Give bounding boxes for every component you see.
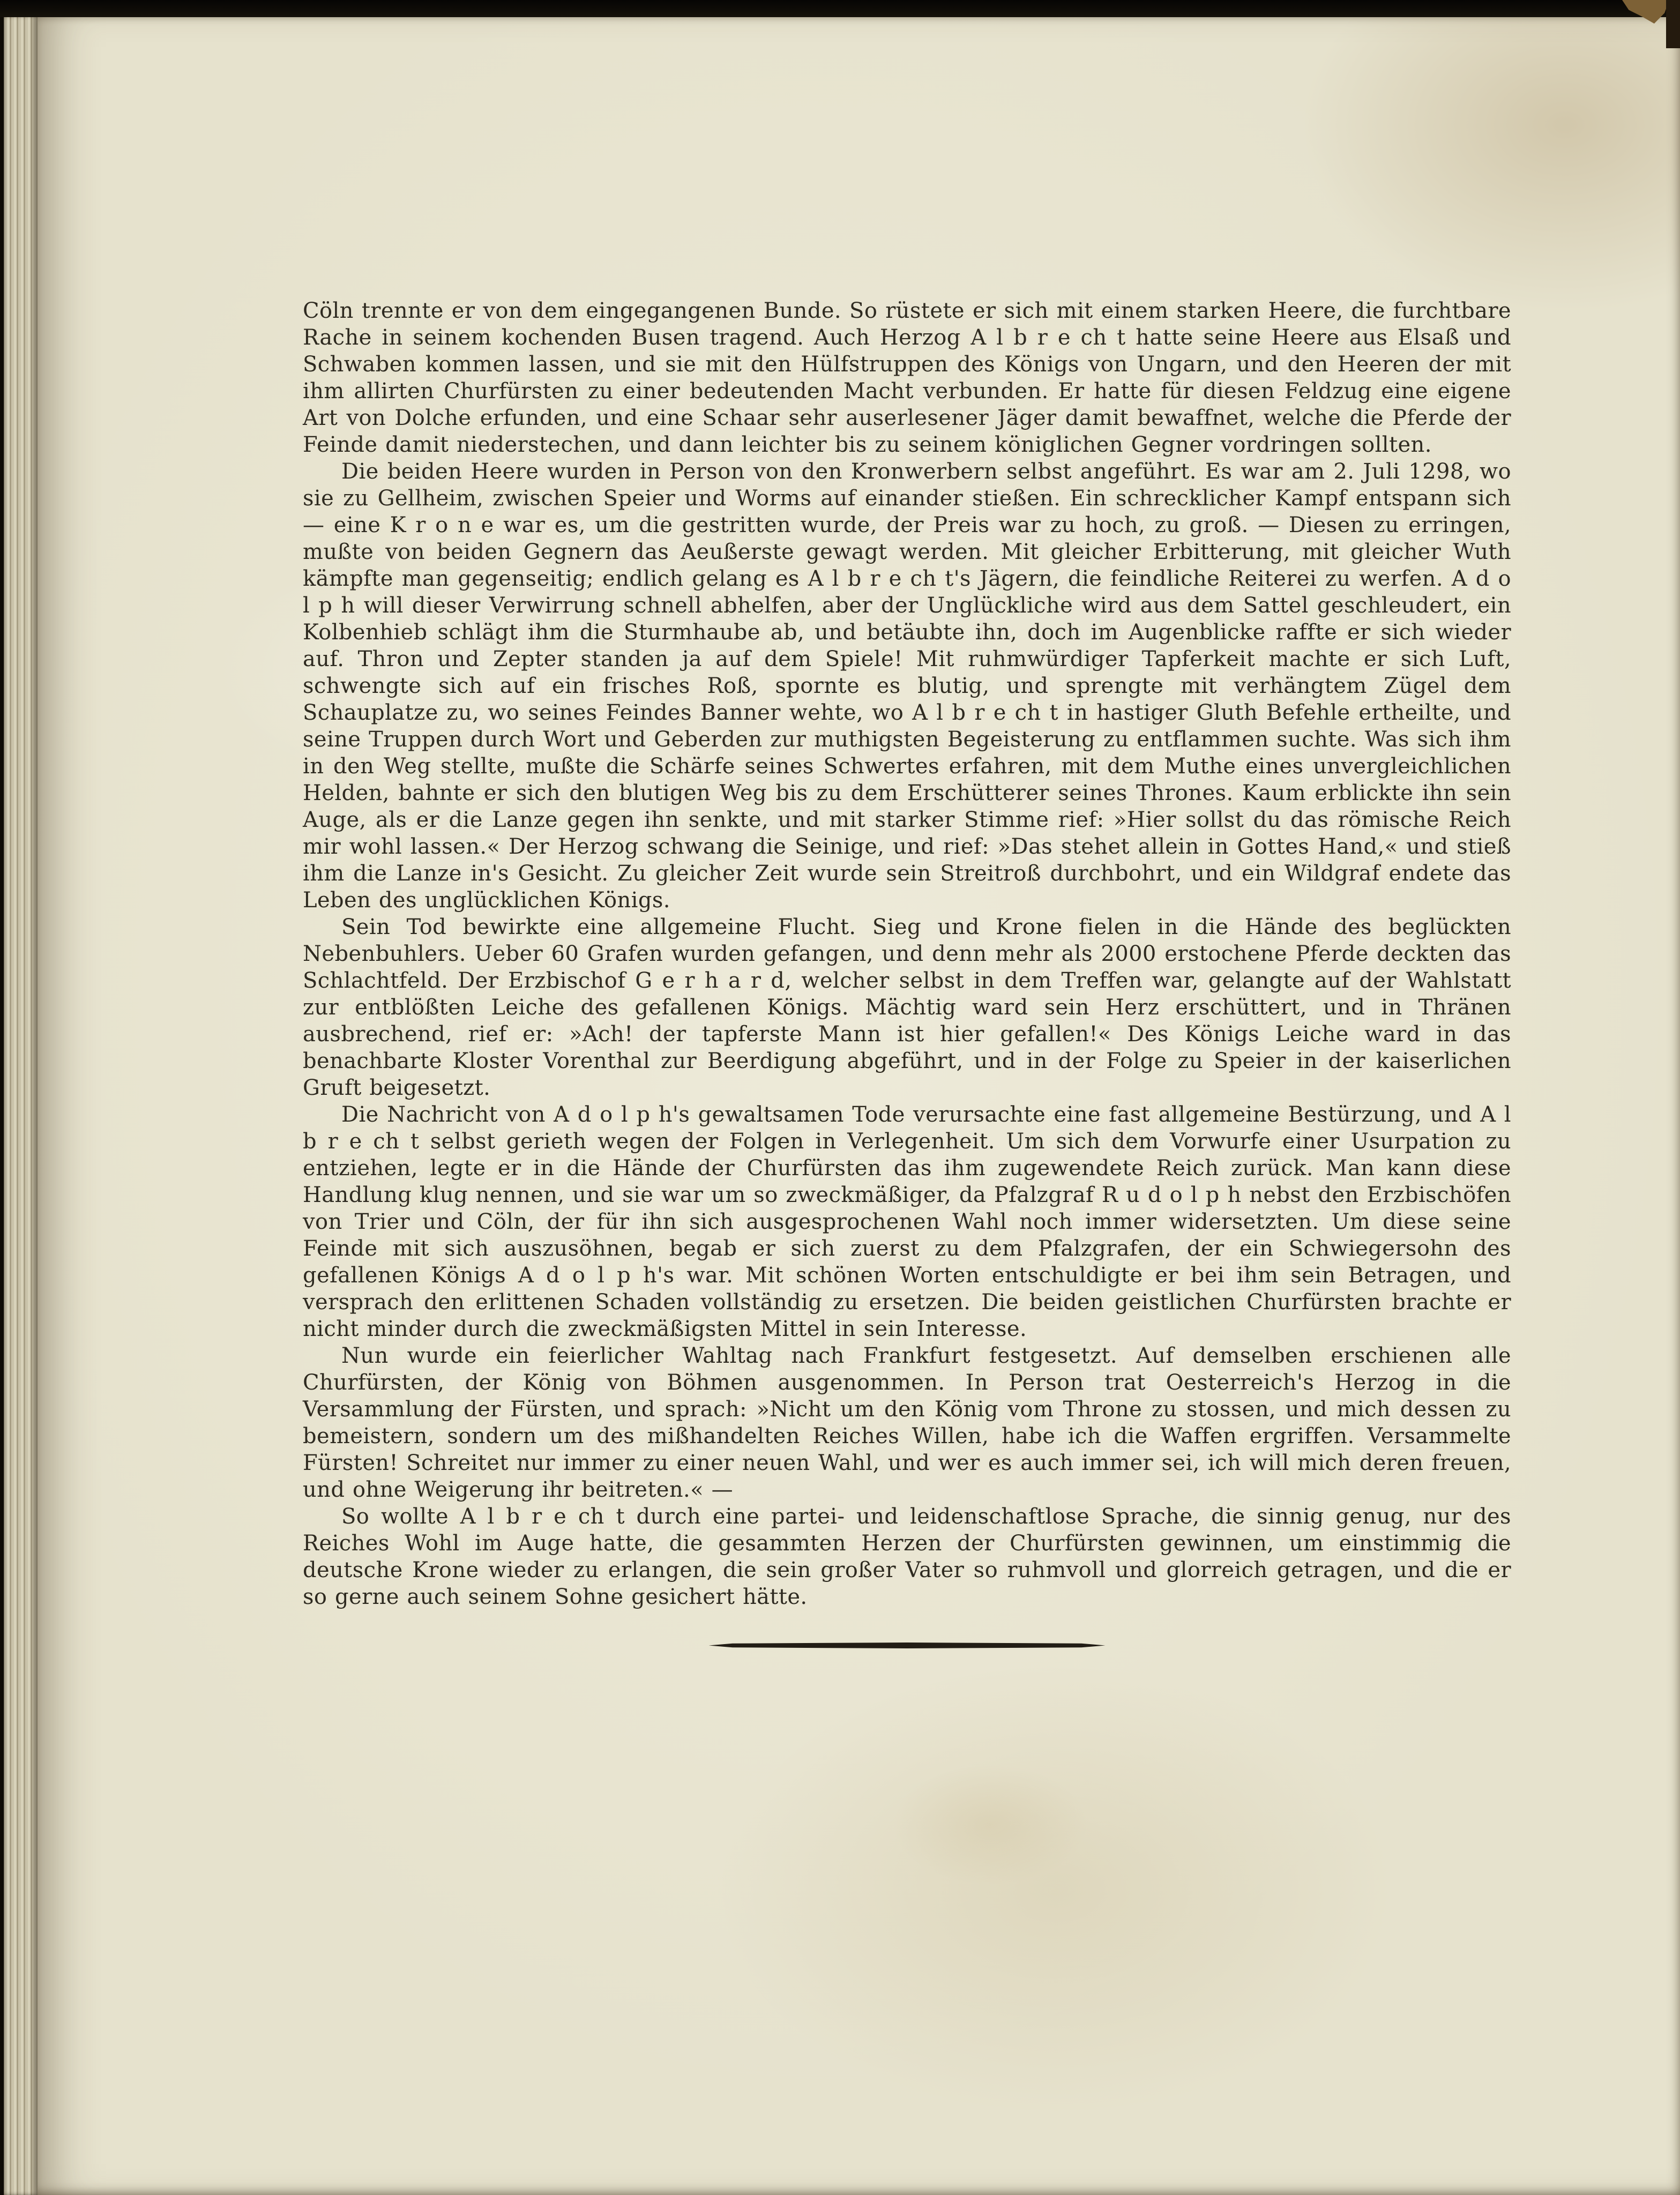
paragraph-5: Nun wurde ein feierlicher Wahltag nach Frankfurt festgesetzt. Auf demselben erschienen alle Churfürsten, der König von Böhmen ausgenommen. In Person trat Oesterreich's Herzog in die Versammlung der Fürsten, und sprach: »Nicht um den König vom Throne zu stossen, und mich dessen zu bemeistern, sondern um des mißhandelten Reiches Willen, habe ich die Waffen ergriffen. Versammelte Fürsten! Schreitet nur immer zu einer neuen Wahl, und wer es auch immer sei, ich will mich deren freuen, und ohne Weigerung ihr beitreten.« — [303, 1343, 1511, 1502]
paragraph-3: Sein Tod bewirkte eine allgemeine Flucht. Sieg und Krone fielen in die Hände des beglückten Nebenbuhlers. Ueber 60 Grafen wurden gefangen, und denn mehr als 2000 erstochene Pferde deckten das Schlachtfeld. Der Erzbischof G e r h a r d, welcher selbst in dem Treffen war, gelangte auf der Wahlstatt zur entblößten Leiche des gefallenen Königs. Mächtig ward sein Herz erschüttert, und in Thränen ausbrechend, rief er: »Ach! der tapferste Mann ist hier gefallen!« Des Königs Leiche ward in das benachbarte Kloster Vorenthal zur Beerdigung abgeführt, und in der Folge zu Speier in der kaiserlichen Gruft beigesetzt. [303, 915, 1511, 1100]
scan-top-edge [0, 0, 1680, 17]
paragraph-6: So wollte A l b r e ch t durch eine partei- und leidenschaftlose Sprache, die sinnig genug, nur des Reiches Wohl im Auge hatte, die gesammten Herzen der Churfürsten gewinnen, um einstimmig die deutsche Krone wieder zu erlangen, die sein großer Vater so ruhmvoll und glorreich getragen, und die er so gerne auch seinem Sohne gesichert hätte. [303, 1504, 1511, 1609]
paragraph-4: Die Nachricht von A d o l p h's gewaltsamen Tode verursachte eine fast allgemeine Bestürzung, und A l b r e ch t selbst gerieth wegen der Folgen in Verlegenheit. Um sich dem Vorwurfe einer Usurpation zu entziehen, legte er in die Hände der Churfürsten das ihm zugewendete Reich zurück. Man kann diese Handlung klug nennen, und sie war um so zweckmäßiger, da Pfalzgraf R u d o l p h nebst den Erzbischöfen von Trier und Cöln, der für ihn sich ausgesprochenen Wahl noch immer widersetzten. Um diese seine Feinde mit sich auszusöhnen, begab er sich zuerst zu dem Pfalzgrafen, der ein Schwiegersohn des gefallenen Königs A d o l p h's war. Mit schönen Worten entschuldigte er bei ihm sein Betragen, und versprach den erlittenen Schaden vollständig zu ersetzen. Die beiden geistlichen Churfürsten brachte er nicht minder durch die zweckmäßigsten Mittel in sein Interesse. [303, 1102, 1511, 1341]
book-binding-pages [0, 16, 38, 2195]
end-divider-rule [709, 1642, 1106, 1648]
paragraph-2: Die beiden Heere wurden in Person von den Kronwerbern selbst angeführt. Es war am 2. Juli 1298, wo sie zu Gellheim, zwischen Speier und Worms auf einander stießen. Ein schrecklicher Kampf entspann sich — eine K r o n e war es, um die gestritten wurde, der Preis war zu hoch, zu groß. — Diesen zu erringen, mußte von beiden Gegnern das Aeußerste gewagt werden. Mit gleicher Erbitterung, mit gleicher Wuth kämpfte man gegenseitig; endlich gelang es A l b r e ch t's Jägern, die feindliche Reiterei zu werfen. A d o l p h will dieser Verwirrung schnell abhelfen, aber der Unglückliche wird aus dem Sattel geschleudert, ein Kolbenhieb schlägt ihm die Sturmhaube ab, und betäubte ihn, doch im Augenblicke raffte er sich wieder auf. Thron und Zepter standen ja auf dem Spiele! Mit ruhmwürdiger Tapferkeit machte er sich Luft, schwengte sich auf ein frisches Roß, spornte es blutig, und sprengte mit verhängtem Zügel dem Schauplatze zu, wo seines Feindes Banner wehte, wo A l b r e ch t in hastiger Gluth Befehle ertheilte, und seine Truppen durch Wort und Geberden zur muthigsten Begeisterung zu entflammen suchte. Was sich ihm in den Weg stellte, mußte die Schärfe seines Schwertes erfahren, mit dem Muthe eines unvergleichlichen Helden, bahnte er sich den blutigen Weg bis zu dem Erschütterer seines Thrones. Kaum erblickte ihn sein Auge, als er die Lanze gegen ihn senkte, und mit starker Stimme rief: »Hier sollst du das römische Reich mir wohl lassen.« Der Herzog schwang die Seinige, und rief: »Das stehet allein in Gottes Hand,« und stieß ihm die Lanze in's Gesicht. Zu gleicher Zeit wurde sein Streitroß durchbohrt, und ein Wildgraf endete das Leben des unglücklichen Königs. [303, 459, 1511, 913]
corner-shadow [1666, 0, 1680, 48]
book-page [38, 16, 1680, 2195]
text-column [303, 297, 1511, 1648]
paragraph-1: Cöln trennte er von dem eingegangenen Bunde. So rüstete er sich mit einem starken Heere, die furchtbare Rache in seinem kochenden Busen tragend. Auch Herzog A l b r e ch t hatte seine Heere aus Elsaß und Schwaben kommen lassen, und sie mit den Hülfstruppen des Königs von Ungarn, und den Heeren der mit ihm allirten Churfürsten zu einer bedeutenden Macht verbunden. Er hatte für diesen Feldzug eine eigene Art von Dolche erfunden, und eine Schaar sehr auserlesener Jäger damit bewaffnet, welche die Pferde der Feinde damit niederstechen, und dann leichter bis zu seinem königlichen Gegner vordringen sollten. [303, 298, 1511, 457]
